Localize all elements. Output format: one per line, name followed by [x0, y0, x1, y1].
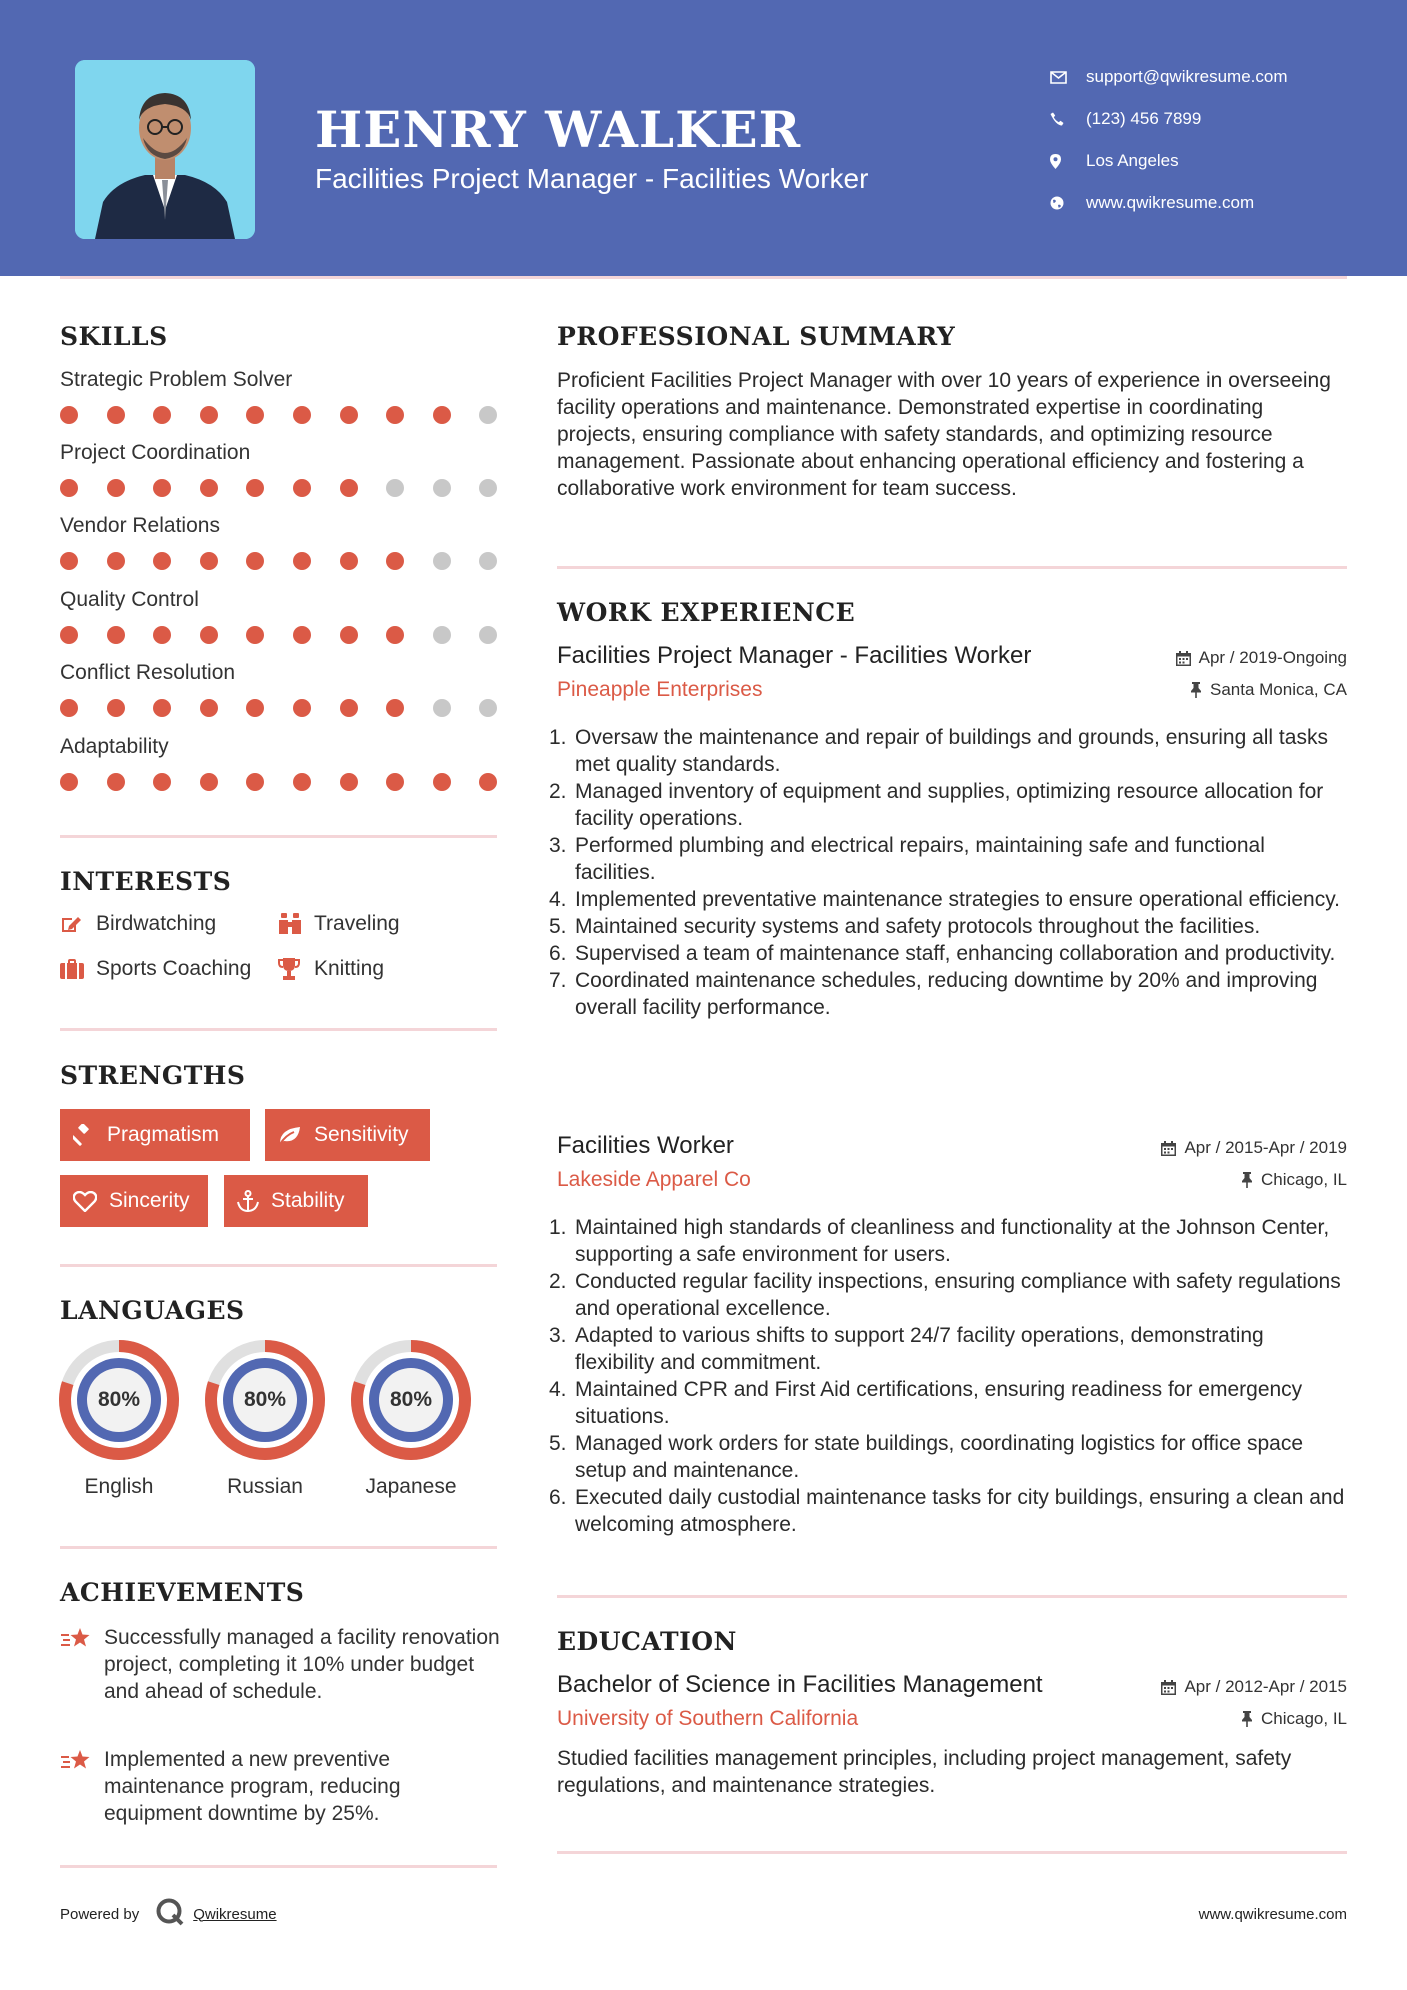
- contact-location: [1050, 140, 1288, 182]
- contact-website-text: www.qwikresume.com: [1086, 193, 1255, 212]
- skill-label: Project Coordination: [60, 441, 251, 464]
- section-divider: [60, 1028, 497, 1031]
- rating-dot-filled: [293, 773, 311, 791]
- job-company: Lakeside Apparel Co: [557, 1168, 751, 1191]
- bullet-text: Executed daily custodial maintenance tasks for city buildings, ensuring a clean and welcoming atmosphere.: [575, 1486, 1345, 1536]
- rating-dot-filled: [60, 552, 78, 570]
- rating-dot-empty: [479, 699, 497, 717]
- rating-dot-filled: [386, 699, 404, 717]
- rating-dot-filled: [107, 773, 125, 791]
- strengths-heading: STRENGTHS: [60, 1061, 246, 1090]
- job-location: [1190, 680, 1347, 700]
- education-date: [1161, 1677, 1347, 1697]
- interest-item: [278, 912, 400, 936]
- rating-dot-empty: [433, 626, 451, 644]
- skill-rating: [60, 773, 500, 791]
- skill-label: Adaptability: [60, 735, 169, 758]
- rating-dot-empty: [479, 552, 497, 570]
- language-ring: [350, 1339, 472, 1461]
- calendar-icon: [1161, 1141, 1176, 1156]
- rating-dot-filled: [200, 626, 218, 644]
- bullet-number: 4.: [549, 888, 567, 911]
- bullet-text: Coordinated maintenance schedules, reducing downtime by 20% and improving overall facility performance.: [575, 969, 1318, 1019]
- bullet-text: Oversaw the maintenance and repair of buildings and grounds, ensuring all tasks met quality standards.: [575, 726, 1328, 776]
- language-percent: 80%: [97, 1388, 141, 1411]
- pushpin-icon: [1241, 1711, 1253, 1727]
- contact-location-text: Los Angeles: [1086, 151, 1179, 170]
- language-ring: [204, 1339, 326, 1461]
- gavel-icon: [73, 1124, 95, 1146]
- contact-phone-text: (123) 456 7899: [1086, 109, 1202, 128]
- phone-icon: [1050, 112, 1086, 126]
- language-item: [58, 1339, 180, 1499]
- skill-label: Quality Control: [60, 588, 199, 611]
- job-bullet: [549, 913, 1347, 940]
- strength-tag: [224, 1175, 368, 1227]
- section-divider: [557, 1851, 1347, 1854]
- rating-dot-filled: [60, 479, 78, 497]
- education-location: [1241, 1709, 1347, 1729]
- bullet-text: Maintained security systems and safety protocols throughout the facilities.: [575, 915, 1261, 938]
- qwikresume-link[interactable]: Qwikresume: [193, 1905, 277, 1923]
- interest-item: [278, 957, 384, 981]
- bullet-text: Maintained CPR and First Aid certifications, ensuring readiness for emergency situations.: [575, 1378, 1303, 1428]
- skill-rating: [60, 552, 500, 570]
- achievement-text: Successfully managed a facility renovation project, completing it 10% under budget and ahead of schedule.: [104, 1626, 500, 1703]
- calendar-icon: [1161, 1680, 1176, 1695]
- language-name: Russian: [227, 1475, 303, 1498]
- footer-website[interactable]: www.qwikresume.com: [1198, 1906, 1347, 1923]
- profile-photo: [75, 60, 255, 239]
- location-pin-icon: [1050, 154, 1086, 169]
- powered-by-label: Powered by: [60, 1905, 140, 1923]
- skill-label: Conflict Resolution: [60, 661, 236, 684]
- languages-heading: LANGUAGES: [60, 1296, 245, 1325]
- rating-dot-filled: [340, 699, 358, 717]
- summary-heading: PROFESSIONAL SUMMARY: [557, 322, 956, 351]
- bullet-number: 1.: [549, 1216, 567, 1239]
- rating-dot-filled: [340, 773, 358, 791]
- skill-label: Vendor Relations: [60, 514, 220, 537]
- language-ring: [58, 1339, 180, 1461]
- anchor-icon: [237, 1190, 259, 1212]
- rating-dot-filled: [246, 479, 264, 497]
- skill-rating: [60, 406, 500, 424]
- section-divider: [557, 1595, 1347, 1598]
- education-degree: Bachelor of Science in Facilities Management: [557, 1671, 1043, 1698]
- bullet-text: Managed inventory of equipment and supplies, optimizing resource allocation for facility operations.: [575, 780, 1324, 830]
- rating-dot-filled: [293, 699, 311, 717]
- section-divider: [60, 1546, 497, 1549]
- bullet-number: 5.: [549, 1432, 567, 1455]
- rating-dot-filled: [340, 626, 358, 644]
- skill-rating: [60, 699, 500, 717]
- rating-dot-empty: [433, 552, 451, 570]
- job-bullet: [549, 1322, 1347, 1376]
- rating-dot-filled: [153, 773, 171, 791]
- bullet-number: 4.: [549, 1378, 567, 1401]
- rating-dot-filled: [107, 626, 125, 644]
- strength-tag: [60, 1175, 208, 1227]
- experience-heading: WORK EXPERIENCE: [557, 598, 856, 627]
- rating-dot-filled: [153, 552, 171, 570]
- job-bullet: [549, 1484, 1347, 1538]
- rating-dot-filled: [60, 699, 78, 717]
- footer-powered-by: [60, 1897, 277, 1931]
- rating-dot-filled: [246, 552, 264, 570]
- rating-dot-empty: [479, 626, 497, 644]
- shooting-star-icon: [60, 1624, 104, 1705]
- shooting-star-icon: [60, 1746, 104, 1827]
- language-percent: 80%: [389, 1388, 433, 1411]
- rating-dot-filled: [60, 406, 78, 424]
- language-item: [204, 1339, 326, 1499]
- language-name: Japanese: [365, 1475, 457, 1498]
- heart-icon: [73, 1191, 97, 1212]
- job-date-text: Apr / 2019-Ongoing: [1198, 648, 1347, 667]
- job-bullet: [549, 1430, 1347, 1484]
- bullet-text: Conducted regular facility inspections, ensuring compliance with safety regulations and operational excellence.: [575, 1270, 1341, 1320]
- rating-dot-filled: [386, 773, 404, 791]
- language-item: [350, 1339, 472, 1499]
- interests-heading: INTERESTS: [60, 867, 232, 896]
- job-date-text: Apr / 2015-Apr / 2019: [1184, 1138, 1347, 1157]
- bullet-text: Performed plumbing and electrical repairs, maintaining safe and functional facilities.: [575, 834, 1265, 884]
- rating-dot-filled: [293, 479, 311, 497]
- education-date-text: Apr / 2012-Apr / 2015: [1184, 1677, 1347, 1696]
- rating-dot-filled: [246, 626, 264, 644]
- rating-dot-filled: [200, 406, 218, 424]
- job-bullet: [549, 1268, 1347, 1322]
- binoculars-icon: [278, 913, 314, 935]
- education-school: University of Southern California: [557, 1707, 859, 1730]
- bullet-number: 2.: [549, 780, 567, 803]
- rating-dot-empty: [433, 479, 451, 497]
- suitcase-icon: [60, 959, 96, 979]
- bullet-number: 6.: [549, 1486, 567, 1509]
- rating-dot-filled: [293, 626, 311, 644]
- resume-header: [0, 0, 1407, 276]
- candidate-title: Facilities Project Manager - Facilities Worker: [315, 163, 869, 194]
- job-location-text: Santa Monica, CA: [1209, 680, 1347, 699]
- contact-phone[interactable]: [1050, 98, 1288, 140]
- achievement-item: [60, 1746, 500, 1827]
- strength-label: Pragmatism: [107, 1123, 220, 1146]
- achievements-heading: ACHIEVEMENTS: [60, 1578, 305, 1607]
- edit-icon: [60, 914, 96, 934]
- skill-label: Strategic Problem Solver: [60, 368, 293, 391]
- job-role: Facilities Project Manager - Facilities Worker: [557, 642, 1032, 669]
- rating-dot-filled: [60, 773, 78, 791]
- rating-dot-filled: [200, 552, 218, 570]
- pushpin-icon: [1241, 1172, 1253, 1188]
- language-percent: 80%: [243, 1388, 287, 1411]
- qwikresume-logo-icon: [155, 1897, 185, 1931]
- interest-label: Traveling: [314, 912, 400, 935]
- section-divider: [60, 835, 497, 838]
- section-divider: [557, 566, 1347, 569]
- rating-dot-filled: [293, 406, 311, 424]
- rating-dot-filled: [246, 773, 264, 791]
- contact-email[interactable]: [1050, 56, 1288, 98]
- rating-dot-filled: [433, 406, 451, 424]
- rating-dot-filled: [246, 406, 264, 424]
- rating-dot-empty: [479, 479, 497, 497]
- bullet-number: 2.: [549, 1270, 567, 1293]
- bullet-number: 5.: [549, 915, 567, 938]
- job-bullet: [549, 1214, 1347, 1268]
- globe-icon: [1050, 196, 1086, 210]
- rating-dot-filled: [107, 479, 125, 497]
- rating-dot-filled: [293, 552, 311, 570]
- rating-dot-filled: [340, 552, 358, 570]
- pushpin-icon: [1190, 682, 1202, 698]
- strength-label: Stability: [271, 1189, 345, 1212]
- skill-rating: [60, 479, 500, 497]
- bullet-number: 3.: [549, 834, 567, 857]
- bullet-text: Managed work orders for state buildings, coordinating logistics for office space setup and maintenance.: [575, 1432, 1303, 1482]
- job-bullet: [549, 886, 1347, 913]
- rating-dot-filled: [153, 626, 171, 644]
- strength-tag: [60, 1109, 250, 1161]
- contact-website[interactable]: [1050, 182, 1288, 224]
- bullet-number: 7.: [549, 969, 567, 992]
- rating-dot-filled: [153, 699, 171, 717]
- job-company: Pineapple Enterprises: [557, 678, 763, 701]
- rating-dot-filled: [246, 699, 264, 717]
- contact-email-text: support@qwikresume.com: [1086, 67, 1288, 86]
- job-bullet: [549, 778, 1347, 832]
- rating-dot-filled: [340, 406, 358, 424]
- rating-dot-filled: [479, 773, 497, 791]
- job-bullets: [549, 1214, 1347, 1538]
- bullet-text: Adapted to various shifts to support 24/7 facility operations, demonstrating flexibility and commitment.: [575, 1324, 1264, 1374]
- candidate-name: HENRY WALKER: [315, 100, 802, 159]
- trophy-icon: [278, 958, 314, 980]
- summary-text: Proficient Facilities Project Manager with over 10 years of experience in overseeing facility operations and maintenance. Demonstrated expertise in coordinating projects, ensuring compliance with safety standards, and optimizing resource management. Passionate about enhancing operational efficiency and fostering a collaborative work environment for team success.: [557, 369, 1331, 500]
- job-date: [1176, 648, 1347, 668]
- section-divider: [60, 1264, 497, 1267]
- envelope-icon: [1050, 71, 1086, 84]
- achievement-text: Implemented a new preventive maintenance program, reducing equipment downtime by 25%.: [104, 1748, 401, 1825]
- bullet-number: 6.: [549, 942, 567, 965]
- contact-list: [1050, 56, 1288, 224]
- strength-label: Sincerity: [109, 1189, 190, 1212]
- strength-label: Sensitivity: [314, 1123, 409, 1146]
- interest-item: [60, 957, 251, 981]
- rating-dot-empty: [386, 479, 404, 497]
- education-description: Studied facilities management principles, including project management, safety regulations, and maintenance strategies.: [557, 1747, 1292, 1797]
- job-bullet: [549, 1376, 1347, 1430]
- rating-dot-filled: [107, 406, 125, 424]
- job-location-text: Chicago, IL: [1261, 1170, 1347, 1189]
- section-divider: [60, 1865, 497, 1868]
- skill-rating: [60, 626, 500, 644]
- job-bullet: [549, 940, 1347, 967]
- job-bullet: [549, 832, 1347, 886]
- bullet-number: 1.: [549, 726, 567, 749]
- rating-dot-filled: [386, 626, 404, 644]
- interest-label: Birdwatching: [96, 912, 217, 935]
- job-bullets: [549, 724, 1347, 1021]
- skills-heading: SKILLS: [60, 322, 168, 351]
- rating-dot-filled: [107, 699, 125, 717]
- bullet-text: Maintained high standards of cleanliness and functionality at the Johnson Center, supporting a safe environment for users.: [575, 1216, 1330, 1266]
- rating-dot-filled: [153, 479, 171, 497]
- job-location: [1241, 1170, 1347, 1190]
- education-heading: EDUCATION: [557, 1627, 737, 1656]
- leaf-icon: [278, 1125, 302, 1145]
- rating-dot-filled: [340, 479, 358, 497]
- interest-label: Knitting: [314, 957, 385, 980]
- language-name: English: [84, 1475, 154, 1498]
- job-bullet: [549, 724, 1347, 778]
- rating-dot-filled: [153, 406, 171, 424]
- achievement-item: [60, 1624, 500, 1705]
- rating-dot-filled: [60, 626, 78, 644]
- job-date: [1161, 1138, 1347, 1158]
- rating-dot-filled: [200, 699, 218, 717]
- interest-item: [60, 912, 216, 936]
- rating-dot-empty: [433, 699, 451, 717]
- rating-dot-filled: [200, 479, 218, 497]
- strength-tag: [265, 1109, 430, 1161]
- bullet-text: Supervised a team of maintenance staff, enhancing collaboration and productivity.: [575, 942, 1336, 965]
- bullet-text: Implemented preventative maintenance strategies to ensure operational efficiency.: [575, 888, 1341, 911]
- education-location-text: Chicago, IL: [1261, 1709, 1347, 1728]
- rating-dot-filled: [433, 773, 451, 791]
- interest-label: Sports Coaching: [96, 957, 252, 980]
- bullet-number: 3.: [549, 1324, 567, 1347]
- job-bullet: [549, 967, 1347, 1021]
- rating-dot-filled: [386, 406, 404, 424]
- rating-dot-empty: [479, 406, 497, 424]
- rating-dot-filled: [200, 773, 218, 791]
- rating-dot-filled: [386, 552, 404, 570]
- rating-dot-filled: [107, 552, 125, 570]
- job-role: Facilities Worker: [557, 1132, 734, 1159]
- calendar-icon: [1176, 651, 1191, 666]
- header-divider: [60, 276, 1347, 279]
